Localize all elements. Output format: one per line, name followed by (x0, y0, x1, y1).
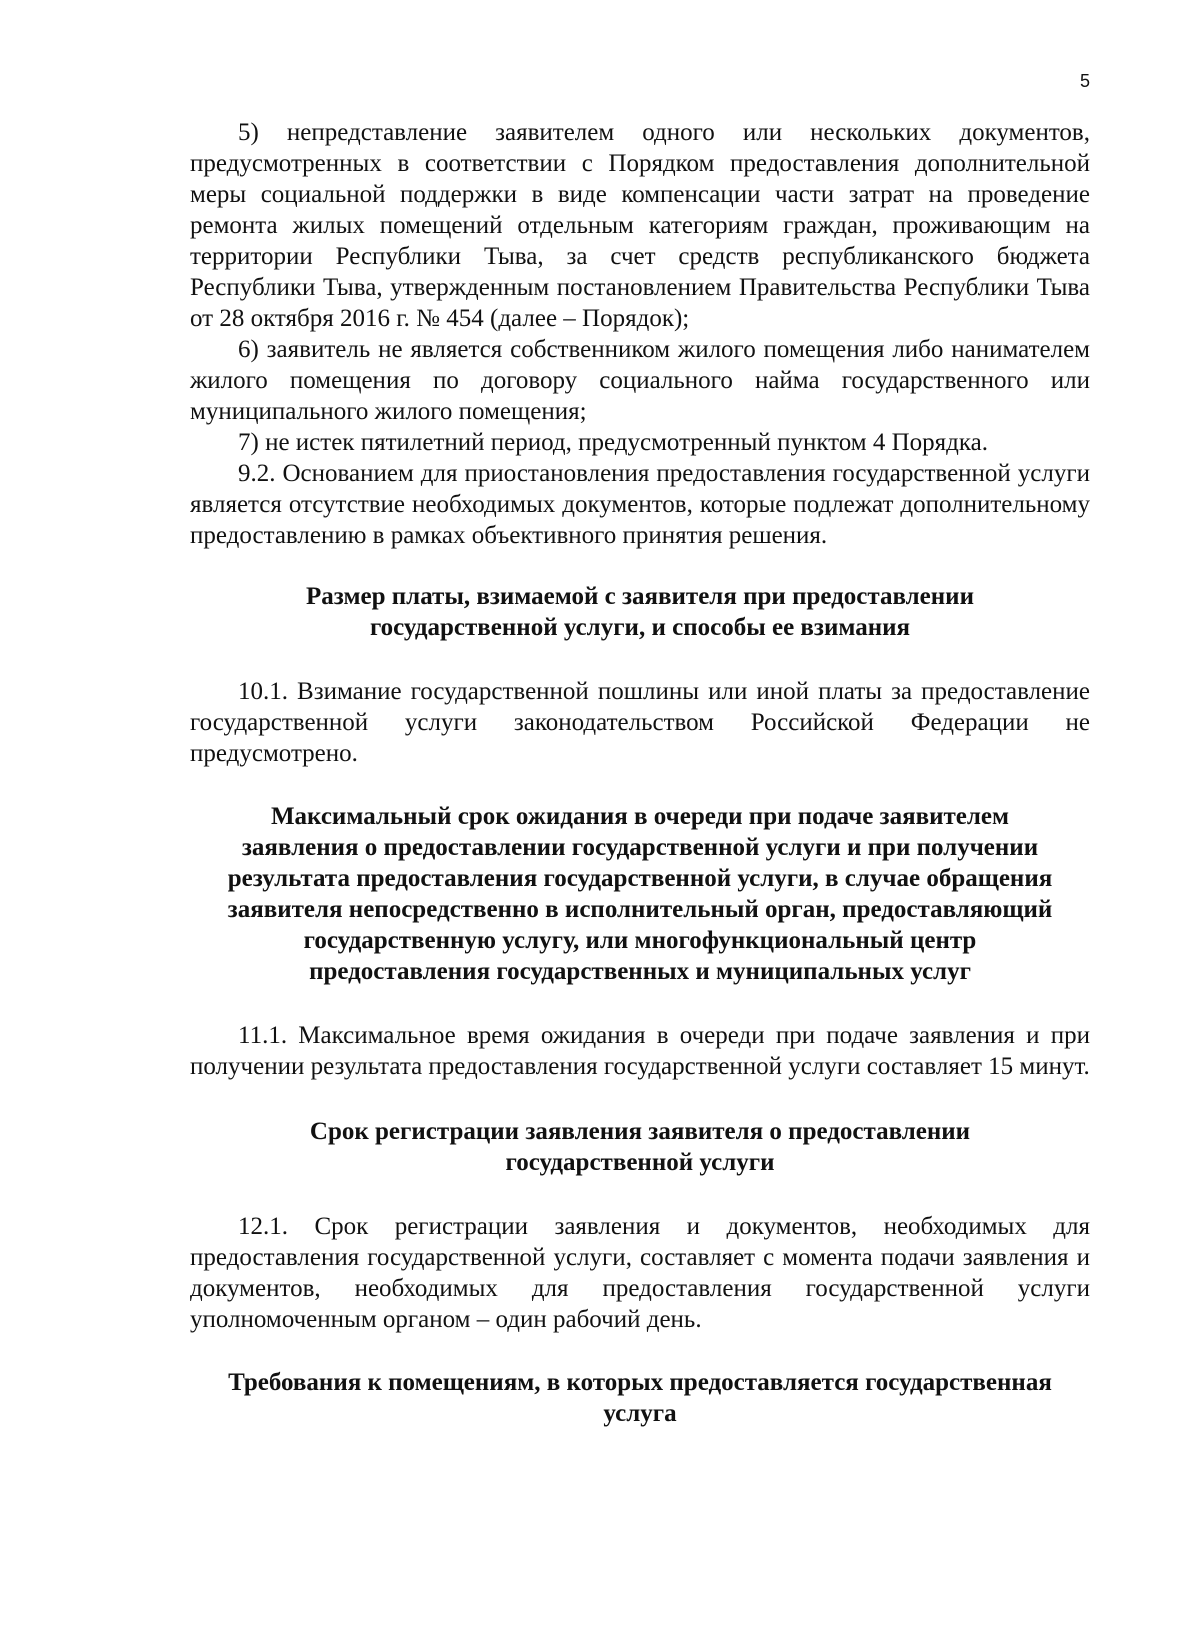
paragraph-item-6: 6) заявитель не является собственником жилого помещения либо нанимателем жилого помещения по договору социального найма государственного или муниципального жилого помещения; (190, 336, 1090, 425)
heading-line: заявления о предоставлении государственной услуги и при получении (241, 834, 1039, 861)
heading-line: Максимальный срок ожидания в очереди при подаче заявителем (270, 803, 1010, 830)
paragraph-10-1: 10.1. Взимание государственной пошлины или иной платы за предоставление государственной услуги законодательством Российской Федерации не предусмотрено. (190, 678, 1090, 767)
heading-line: услуга (603, 1400, 677, 1427)
page-number: 5 (1080, 71, 1091, 91)
heading-line: Размер платы, взимаемой с заявителя при предоставлении (306, 583, 974, 610)
heading-line: государственной услуги (505, 1149, 775, 1176)
paragraph-9-2: 9.2. Основанием для приостановления предоставления государственной услуги является отсутствие необходимых документов, которые подлежат дополнительному предоставлению в рамках объективного принятия решения. (190, 460, 1090, 549)
heading-line: государственную услугу, или многофункциональный центр (303, 927, 977, 954)
heading-line: Срок регистрации заявления заявителя о предоставлении (309, 1118, 971, 1145)
paragraph-11-1: 11.1. Максимальное время ожидания в очереди при подаче заявления и при получении результата предоставления государственной услуги составляет 15 минут. (190, 1022, 1090, 1080)
section-heading-queue-time (190, 801, 1090, 987)
section-heading-fee (190, 581, 1090, 643)
document-body (190, 117, 1090, 1429)
paragraph-item-7: 7) не истек пятилетний период, предусмотренный пунктом 4 Порядка. (238, 429, 988, 456)
paragraph-12-1: 12.1. Срок регистрации заявления и документов, необходимых для предоставления государственной услуги, составляет с момента подачи заявления и документов, необходимых для предоставления государственной услуги уполномоченным органом – один рабочий день. (190, 1213, 1090, 1333)
heading-line: Требования к помещениям, в которых предоставляется государственная (228, 1369, 1052, 1396)
section-heading-registration (190, 1116, 1090, 1178)
paragraph-item-5: 5) непредставление заявителем одного или нескольких документов, предусмотренных в соответствии с Порядком предоставления дополнительной меры социальной поддержки в виде компенсации части затрат на проведение ремонта жилых помещений отдельным категориям граждан, проживающим на территории Республики Тыва, за счет средств республиканского бюджета Республики Тыва, утвержденным постановлением Правительства Республики Тыва от 28 октября 2016 г. № 454 (далее – Порядок); (190, 119, 1090, 332)
heading-line: государственной услуги, и способы ее взимания (369, 614, 911, 641)
heading-line: результата предоставления государственной услуги, в случае обращения (227, 865, 1053, 892)
section-heading-premises (190, 1367, 1090, 1429)
heading-line: предоставления государственных и муниципальных услуг (309, 958, 971, 985)
heading-line: заявителя непосредственно в исполнительный орган, предоставляющий (227, 896, 1053, 923)
